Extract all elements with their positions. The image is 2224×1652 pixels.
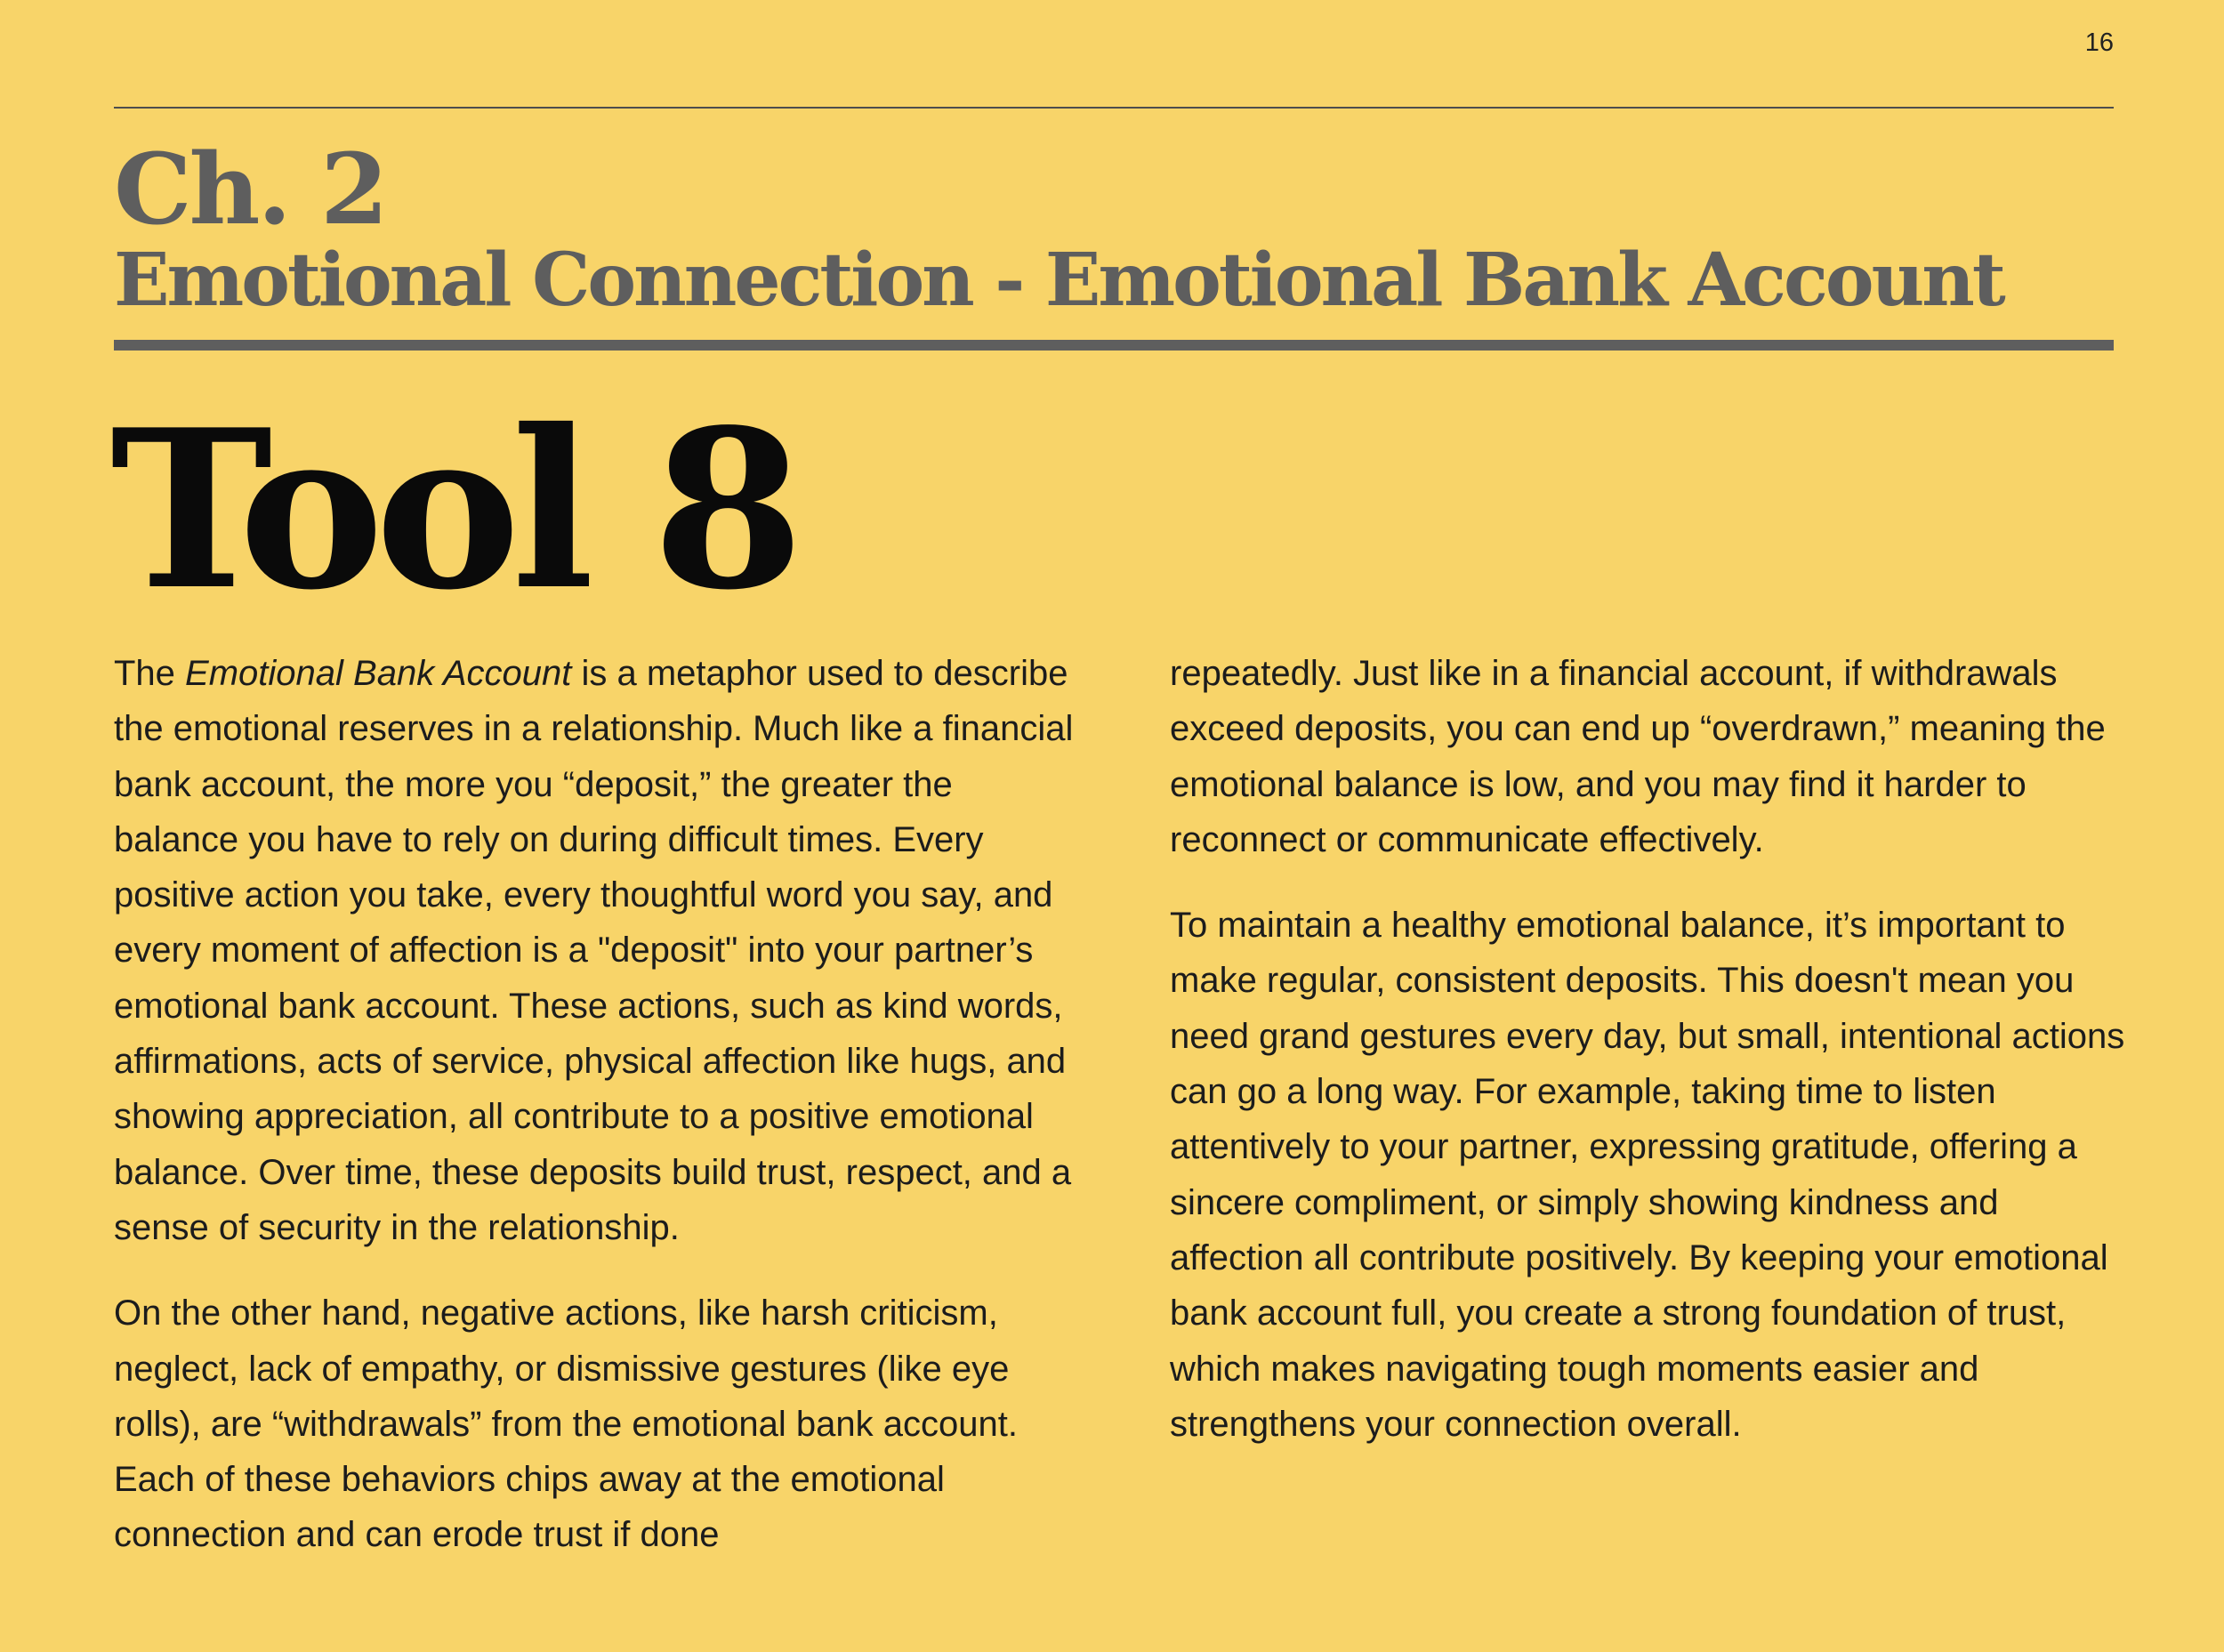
body-paragraph: repeatedly. Just like in a financial account, if withdrawals exceed deposits, you can end up “overdrawn,” meaning the emotional balance is low, and you may find it harder to reconnect or communicate effectively. — [1170, 654, 2106, 859]
chapter-title: Emotional Connection - Emotional Bank Account — [114, 238, 2003, 323]
body-paragraph: On the other hand, negative actions, like harsh criticism, neglect, lack of empathy, or dismissive gestures (like eye rolls), are “withdrawals” from the emotional bank account. Each of these behaviors chips away at the emotional connection and can erode trust if done — [114, 1293, 1018, 1555]
heading-divider — [114, 340, 2114, 351]
body-paragraph — [114, 646, 1075, 1255]
body-paragraph: To maintain a healthy emotional balance, it’s important to make regular, consistent deposits. This doesn't mean you need grand gestures every day, but small, intentional actions can go a long way. For example, taking time to listen attentively to your partner, expressing gratitude, offering a sincere compliment, or simply showing kindness and affection all contribute positively. By keeping your emotional bank account full, you create a strong foundation of trust, which makes navigating tough moments easier and strengthens your connection overall. — [1170, 906, 2125, 1444]
right-column — [1170, 646, 2131, 1482]
paragraph-text: is a metaphor used to describe the emotional reserves in a relationship. Much like a financial bank account, the more you “deposit,” the greater the balance you have to rely on during difficult times. Every positive action you take, every thoughtful word you say, and every moment of affection is a "deposit" into your partner’s emotional bank account. These actions, such as kind words, affirmations, acts of service, physical affection like hugs, and showing appreciation, all contribute to a positive emotional balance. Over time, these deposits build trust, respect, and a sense of security in the relationship. — [114, 654, 1074, 1247]
page-number: 16 — [2084, 28, 2114, 57]
chapter-heading — [114, 132, 2114, 323]
paragraph-text: The — [114, 654, 186, 693]
chapter-number: Ch. 2 — [114, 132, 386, 246]
tool-title: Tool 8 — [110, 382, 795, 638]
left-column — [114, 646, 1075, 1593]
emphasized-term: Emotional Bank Account — [185, 654, 572, 693]
top-divider — [114, 107, 2114, 109]
